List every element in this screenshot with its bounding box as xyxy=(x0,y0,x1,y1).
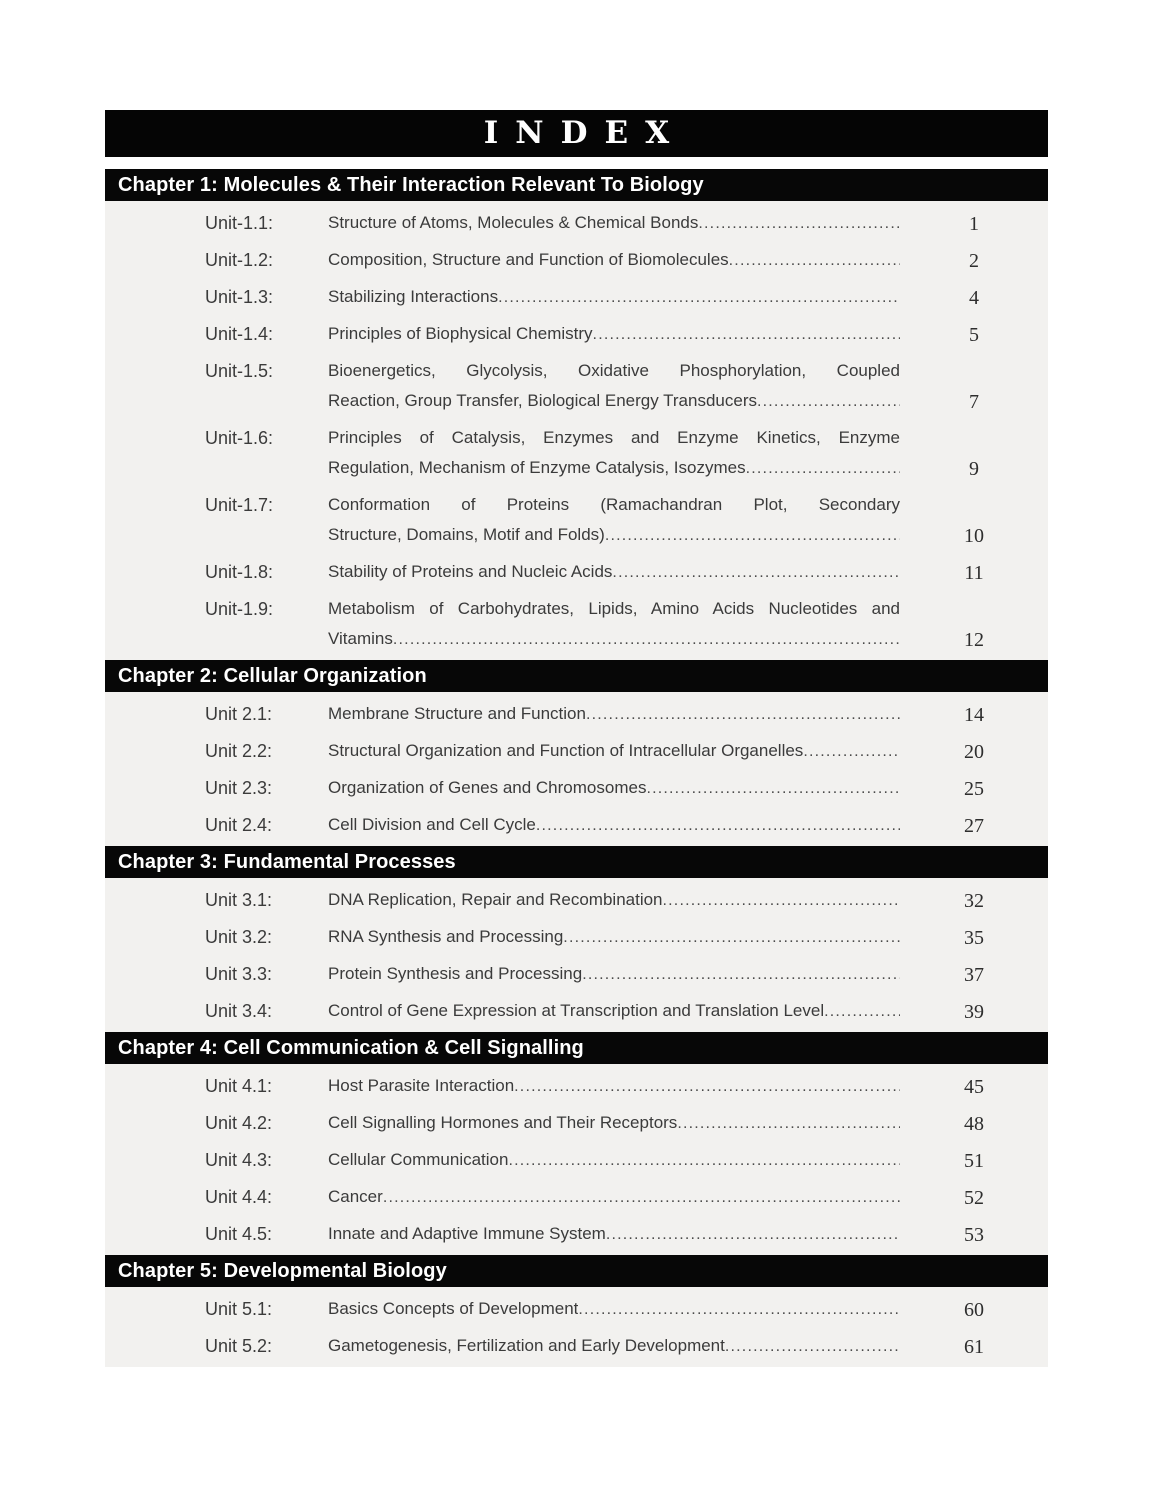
index-page xyxy=(105,110,1048,1367)
unit-page-number: 35 xyxy=(964,927,984,949)
unit-title-text: RNA Synthesis and Processing xyxy=(328,927,564,946)
unit-page-number: 2 xyxy=(969,250,979,272)
dot-leader xyxy=(578,1294,900,1325)
chapter-section xyxy=(105,1255,1048,1367)
unit-page-number: 12 xyxy=(964,629,984,651)
chapter-heading: Chapter 5: Developmental Biology xyxy=(105,1255,1048,1287)
dot-leader xyxy=(646,773,900,804)
unit-title-line xyxy=(328,208,900,239)
unit-label: Unit 4.5: xyxy=(205,1224,273,1244)
toc-entry xyxy=(105,810,1048,841)
unit-label: Unit 2.4: xyxy=(205,815,273,835)
dot-leader xyxy=(698,208,900,239)
chapter-unit-list xyxy=(105,878,1048,1032)
dot-leader xyxy=(514,1071,900,1102)
chapter-heading: Chapter 3: Fundamental Processes xyxy=(105,846,1048,878)
unit-page-number: 9 xyxy=(969,458,979,480)
dot-leader xyxy=(498,282,900,313)
chapter-unit-list xyxy=(105,201,1048,660)
toc-entry xyxy=(105,1294,1048,1325)
unit-title-text: Membrane Structure and Function xyxy=(328,704,586,723)
toc-entry xyxy=(105,1108,1048,1139)
unit-title-text: Stabilizing Interactions xyxy=(328,287,499,306)
unit-label: Unit 3.2: xyxy=(205,927,273,947)
unit-label: Unit 3.1: xyxy=(205,890,273,910)
unit-title-text: Principles of Biophysical Chemistry xyxy=(328,324,593,343)
unit-page-number: 4 xyxy=(969,287,979,309)
unit-title-line xyxy=(328,1145,900,1176)
unit-title-text: Innate and Adaptive Immune System xyxy=(328,1224,606,1243)
unit-label: Unit 4.1: xyxy=(205,1076,273,1096)
unit-title-line xyxy=(328,810,900,841)
dot-leader xyxy=(757,386,900,417)
unit-title-line xyxy=(328,1294,900,1325)
unit-label: Unit 4.3: xyxy=(205,1150,273,1170)
unit-title xyxy=(328,1071,900,1102)
dot-leader xyxy=(729,245,900,276)
toc-entry xyxy=(105,922,1048,953)
unit-title-line xyxy=(328,1331,900,1362)
unit-title-line xyxy=(328,885,900,916)
dot-leader xyxy=(383,1182,900,1213)
unit-title xyxy=(328,1182,900,1213)
unit-label: Unit 2.1: xyxy=(205,704,273,724)
chapter-heading: Chapter 2: Cellular Organization xyxy=(105,660,1048,692)
toc-entry xyxy=(105,1071,1048,1102)
unit-page-number: 27 xyxy=(964,815,984,837)
unit-title-text: Cellular Communication xyxy=(328,1150,509,1169)
dot-leader xyxy=(563,922,900,953)
page-title: INDEX xyxy=(483,115,687,151)
unit-title-line xyxy=(328,557,900,588)
unit-title-text: Protein Synthesis and Processing xyxy=(328,964,583,983)
toc-entry xyxy=(105,959,1048,990)
unit-title xyxy=(328,245,900,276)
toc-entry xyxy=(105,996,1048,1027)
unit-title-text: Structural Organization and Function of Intracellular Organelles xyxy=(328,741,804,760)
unit-title-line xyxy=(328,624,900,655)
dot-leader xyxy=(508,1145,900,1176)
toc-entry xyxy=(105,557,1048,588)
dot-leader xyxy=(824,996,900,1027)
unit-page-number: 5 xyxy=(969,324,979,346)
unit-title xyxy=(328,319,900,350)
unit-title-text: Cell Signalling Hormones and Their Receptors xyxy=(328,1113,678,1132)
unit-label: Unit 2.3: xyxy=(205,778,273,798)
unit-page-number: 14 xyxy=(964,704,984,726)
unit-title xyxy=(328,773,900,804)
dot-leader xyxy=(606,1219,900,1250)
toc-entry xyxy=(105,208,1048,239)
unit-title-text: Reaction, Group Transfer, Biological Energy Transducers xyxy=(328,391,757,410)
chapter-unit-list xyxy=(105,1287,1048,1367)
toc-entry xyxy=(105,490,1048,551)
unit-label: Unit 2.2: xyxy=(205,741,273,761)
unit-page-number: 39 xyxy=(964,1001,984,1023)
unit-title xyxy=(328,594,900,655)
unit-page-number: 52 xyxy=(964,1187,984,1209)
unit-title-line xyxy=(328,699,900,730)
table-of-contents xyxy=(105,169,1048,1367)
unit-page-number: 7 xyxy=(969,391,979,413)
unit-title-line xyxy=(328,520,900,551)
unit-title xyxy=(328,423,900,484)
unit-label: Unit-1.9: xyxy=(205,599,274,619)
toc-entry xyxy=(105,319,1048,350)
toc-entry xyxy=(105,594,1048,655)
unit-title xyxy=(328,1108,900,1139)
unit-title xyxy=(328,996,900,1027)
unit-title xyxy=(328,208,900,239)
toc-entry xyxy=(105,773,1048,804)
unit-title xyxy=(328,922,900,953)
unit-title-line: Principles of Catalysis, Enzymes and Enzyme Kinetics, Enzyme xyxy=(328,428,900,447)
unit-title-line: Metabolism of Carbohydrates, Lipids, Amino Acids Nucleotides and xyxy=(328,599,900,618)
page-title-bar xyxy=(105,110,1048,157)
unit-page-number: 25 xyxy=(964,778,984,800)
chapter-section xyxy=(105,1032,1048,1255)
toc-entry xyxy=(105,1145,1048,1176)
unit-page-number: 53 xyxy=(964,1224,984,1246)
unit-title-line xyxy=(328,245,900,276)
unit-title xyxy=(328,959,900,990)
unit-title-line xyxy=(328,773,900,804)
unit-title xyxy=(328,557,900,588)
unit-page-number: 60 xyxy=(964,1299,984,1321)
unit-label: Unit-1.4: xyxy=(205,324,274,344)
unit-label: Unit 5.2: xyxy=(205,1336,273,1356)
unit-page-number: 1 xyxy=(969,213,979,235)
dot-leader xyxy=(593,319,900,350)
toc-entry xyxy=(105,1182,1048,1213)
unit-label: Unit-1.2: xyxy=(205,250,274,270)
unit-title xyxy=(328,1294,900,1325)
unit-label: Unit-1.5: xyxy=(205,361,274,381)
unit-label: Unit 4.2: xyxy=(205,1113,273,1133)
unit-title-line xyxy=(328,736,900,767)
unit-title-text: Host Parasite Interaction xyxy=(328,1076,515,1095)
toc-entry xyxy=(105,1331,1048,1362)
unit-title-text: Stability of Proteins and Nucleic Acids xyxy=(328,562,613,581)
unit-page-number: 20 xyxy=(964,741,984,763)
unit-page-number: 11 xyxy=(964,562,984,584)
dot-leader xyxy=(663,885,900,916)
unit-label: Unit-1.7: xyxy=(205,495,274,515)
unit-title xyxy=(328,490,900,551)
unit-title-text: Regulation, Mechanism of Enzyme Catalysis, Isozymes xyxy=(328,458,746,477)
unit-page-number: 48 xyxy=(964,1113,984,1135)
unit-label: Unit 5.1: xyxy=(205,1299,273,1319)
unit-title-text: Vitamins xyxy=(328,629,393,648)
unit-title xyxy=(328,1331,900,1362)
dot-leader xyxy=(677,1108,900,1139)
unit-title-line xyxy=(328,453,900,484)
unit-title-line xyxy=(328,386,900,417)
toc-entry xyxy=(105,245,1048,276)
unit-page-number: 37 xyxy=(964,964,984,986)
chapter-heading: Chapter 4: Cell Communication & Cell Signalling xyxy=(105,1032,1048,1064)
unit-title-line: Conformation of Proteins (Ramachandran Plot, Secondary xyxy=(328,495,900,514)
dot-leader xyxy=(536,810,900,841)
unit-title xyxy=(328,1219,900,1250)
dot-leader xyxy=(582,959,900,990)
toc-entry xyxy=(105,1219,1048,1250)
unit-title xyxy=(328,810,900,841)
unit-title xyxy=(328,699,900,730)
unit-title-line xyxy=(328,1071,900,1102)
chapter-section xyxy=(105,846,1048,1032)
unit-title-text: Structure, Domains, Motif and Folds) xyxy=(328,525,605,544)
toc-entry xyxy=(105,423,1048,484)
unit-page-number: 51 xyxy=(964,1150,984,1172)
unit-title xyxy=(328,736,900,767)
chapter-unit-list xyxy=(105,692,1048,846)
dot-leader xyxy=(746,453,900,484)
unit-title-text: Structure of Atoms, Molecules & Chemical Bonds xyxy=(328,213,699,232)
toc-entry xyxy=(105,885,1048,916)
unit-title-text: Cell Division and Cell Cycle xyxy=(328,815,536,834)
dot-leader xyxy=(803,736,900,767)
unit-title-text: Organization of Genes and Chromosomes xyxy=(328,778,647,797)
unit-page-number: 32 xyxy=(964,890,984,912)
toc-entry xyxy=(105,356,1048,417)
unit-title-line xyxy=(328,319,900,350)
unit-title-line: Bioenergetics, Glycolysis, Oxidative Phosphorylation, Coupled xyxy=(328,361,900,380)
unit-title-text: Composition, Structure and Function of Biomolecules xyxy=(328,250,729,269)
unit-title-text: Cancer xyxy=(328,1187,383,1206)
chapter-section xyxy=(105,169,1048,660)
chapter-section xyxy=(105,660,1048,846)
dot-leader xyxy=(612,557,900,588)
unit-title xyxy=(328,282,900,313)
unit-title-line xyxy=(328,996,900,1027)
dot-leader xyxy=(605,520,900,551)
unit-title-line xyxy=(328,959,900,990)
unit-page-number: 61 xyxy=(964,1336,984,1358)
unit-page-number: 45 xyxy=(964,1076,984,1098)
toc-entry xyxy=(105,699,1048,730)
unit-label: Unit 3.3: xyxy=(205,964,273,984)
unit-title xyxy=(328,356,900,417)
unit-label: Unit-1.1: xyxy=(205,213,274,233)
dot-leader xyxy=(725,1331,900,1362)
unit-title-line xyxy=(328,1182,900,1213)
unit-title-line xyxy=(328,1108,900,1139)
unit-title-text: Control of Gene Expression at Transcription and Translation Level xyxy=(328,1001,825,1020)
unit-title-text: Basics Concepts of Development xyxy=(328,1299,579,1318)
unit-label: Unit-1.8: xyxy=(205,562,274,582)
toc-entry xyxy=(105,282,1048,313)
toc-entry xyxy=(105,736,1048,767)
unit-title-text: Gametogenesis, Fertilization and Early Development xyxy=(328,1336,725,1355)
chapter-unit-list xyxy=(105,1064,1048,1255)
chapter-heading: Chapter 1: Molecules & Their Interaction Relevant To Biology xyxy=(105,169,1048,201)
unit-page-number: 10 xyxy=(964,525,984,547)
unit-title-text: DNA Replication, Repair and Recombination xyxy=(328,890,663,909)
unit-label: Unit 3.4: xyxy=(205,1001,273,1021)
dot-leader xyxy=(586,699,900,730)
unit-title xyxy=(328,1145,900,1176)
unit-label: Unit 4.4: xyxy=(205,1187,273,1207)
unit-title-line xyxy=(328,922,900,953)
unit-label: Unit-1.3: xyxy=(205,287,274,307)
unit-title xyxy=(328,885,900,916)
unit-label: Unit-1.6: xyxy=(205,428,274,448)
dot-leader xyxy=(393,624,900,655)
unit-title-line xyxy=(328,1219,900,1250)
unit-title-line xyxy=(328,282,900,313)
